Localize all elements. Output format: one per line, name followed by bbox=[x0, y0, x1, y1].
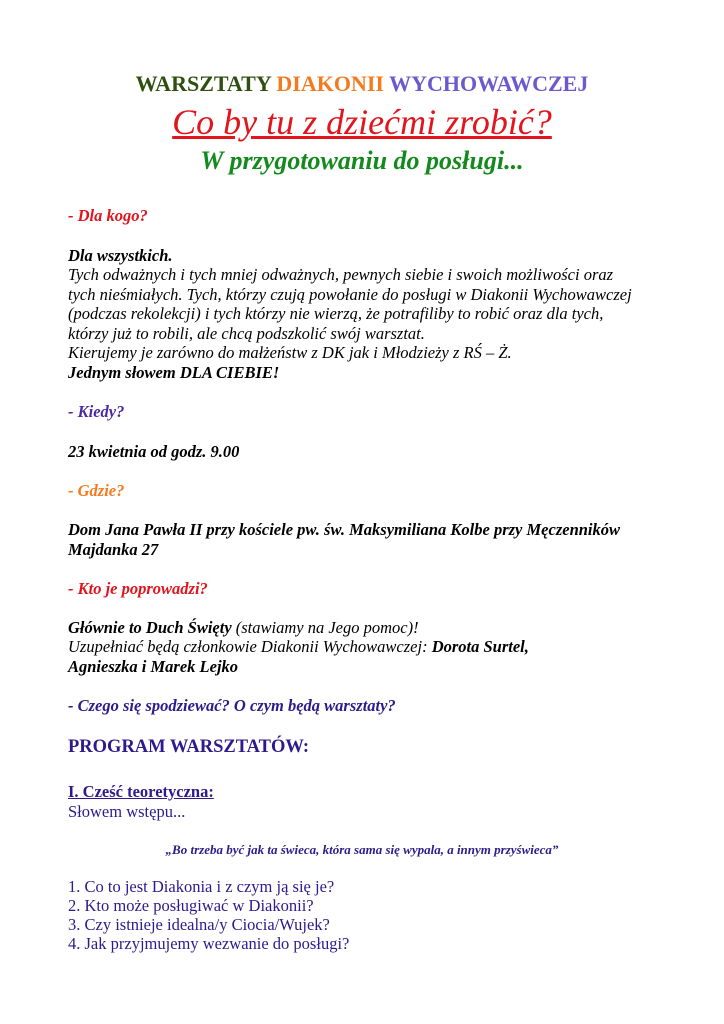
leaders-line-2-text: Uzupełniać będą członkowie Diakonii Wychowawczej: bbox=[68, 637, 432, 656]
program-item-1: 1. Co to jest Diakonia i z czym ją się je? bbox=[68, 877, 335, 896]
question-where: - Gdzie? bbox=[68, 481, 125, 500]
program-part-1-intro: Słowem wstępu... bbox=[68, 802, 186, 821]
leaders-line-1 bbox=[68, 618, 419, 638]
question-when: - Kiedy? bbox=[68, 402, 125, 421]
program-title: PROGRAM WARSZTATÓW: bbox=[68, 737, 310, 757]
program-part-1-title: I. Cześć teoretyczna: bbox=[68, 782, 214, 801]
leaders-name-1: Dorota Surtel, bbox=[431, 637, 529, 656]
heading-word-warsztaty: WARSZTATY bbox=[135, 71, 271, 96]
program-item-3: 3. Czy istnieje idealna/y Ciocia/Wujek? bbox=[68, 915, 330, 934]
who-line-2: tych nieśmiałych. Tych, którzy czują powołanie do posługi w Diakonii Wychowawczej bbox=[68, 285, 632, 304]
question-leaders: - Kto je poprowadzi? bbox=[68, 579, 208, 598]
who-line-3: (podczas rekolekcji) i tych którzy nie wierzą, że potrafiliby to robić oraz dla tych, bbox=[68, 304, 604, 323]
who-line-4: którzy już to robili, ale chcą podszkolić swój warsztat. bbox=[68, 324, 425, 343]
program-item-2: 2. Kto może posługiwać w Diakonii? bbox=[68, 896, 314, 915]
where-answer-line-2: Majdanka 27 bbox=[68, 540, 159, 559]
workshop-heading bbox=[0, 70, 724, 98]
question-who: - Dla kogo? bbox=[68, 206, 148, 225]
who-line-5: Kierujemy je zarówno do małżeństw z DK jak i Młodzieży z RŚ – Ż. bbox=[68, 343, 512, 362]
leaders-line-1-rest: (stawiamy na Jego pomoc)! bbox=[231, 618, 419, 637]
program-item-4: 4. Jak przyjmujemy wezwanie do posługi? bbox=[68, 934, 350, 953]
who-line-1: Tych odważnych i tych mniej odważnych, pewnych siebie i swoich możliwości oraz bbox=[68, 265, 614, 284]
when-answer: 23 kwietnia od godz. 9.00 bbox=[68, 442, 240, 461]
who-heading: Dla wszystkich. bbox=[68, 246, 173, 265]
heading-word-wychowawczej: WYCHOWAWCZEJ bbox=[389, 71, 589, 96]
where-answer-line-1: Dom Jana Pawła II przy kościele pw. św. Maksymiliana Kolbe przy Męczenników bbox=[68, 520, 621, 539]
program-quote: „Bo trzeba być jak ta świeca, która sama się wypala, a innym przyświeca” bbox=[165, 842, 559, 857]
leaders-line-2 bbox=[68, 637, 529, 657]
leaders-holy-spirit: Głównie to Duch Święty bbox=[68, 618, 232, 637]
heading-word-diakonii: DIAKONII bbox=[276, 71, 384, 96]
who-closing: Jednym słowem DLA CIEBIE! bbox=[68, 363, 280, 382]
leaders-line-3: Agnieszka i Marek Lejko bbox=[68, 657, 239, 676]
question-expect: - Czego się spodziewać? O czym będą warsztaty? bbox=[68, 696, 396, 715]
document-title: Co by tu z dziećmi zrobić? bbox=[172, 102, 552, 142]
document-subtitle: W przygotowaniu do posługi... bbox=[200, 146, 524, 175]
